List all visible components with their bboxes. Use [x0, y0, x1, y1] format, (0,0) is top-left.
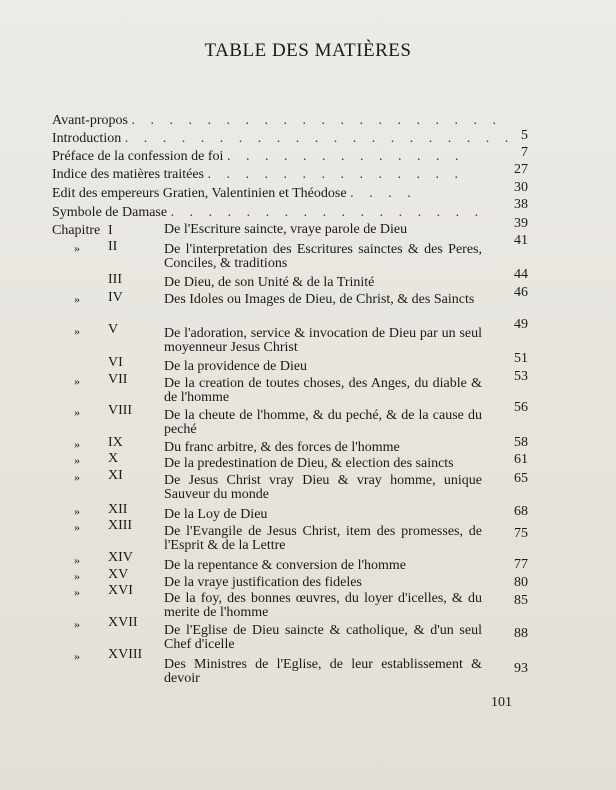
- ditto-mark: »: [74, 437, 80, 451]
- page-number: 93: [514, 661, 528, 676]
- page-number: 68: [514, 504, 528, 519]
- chapter-title: De la predestination de Dieu, & election des saincts: [164, 456, 454, 471]
- page-number: 65: [514, 471, 528, 486]
- chapter-title: De la cheute de l'homme, & du peché, & de la cause du peché: [164, 408, 482, 437]
- chapter-number: X: [108, 451, 119, 466]
- page-number: 49: [514, 317, 528, 332]
- page-number: 56: [514, 400, 528, 415]
- ditto-mark: »: [74, 553, 80, 567]
- page-number: 75: [514, 526, 528, 541]
- page-number: 85: [514, 593, 528, 608]
- ditto-mark: »: [74, 585, 80, 599]
- ditto-mark: »: [74, 569, 80, 583]
- chapter-number: XI: [108, 468, 123, 483]
- ditto-mark: »: [74, 520, 80, 534]
- chapter-title: De l'adoration, service & invocation de Dieu par un seul moyenneur Jesus Christ: [164, 326, 482, 355]
- page-number: 53: [514, 369, 528, 384]
- chapter-number: XVI: [108, 583, 133, 598]
- page-number: 51: [514, 351, 528, 366]
- ditto-mark: »: [74, 241, 80, 255]
- dot-leader: . . . .: [350, 186, 417, 201]
- chapter-title: De Dieu, de son Unité & de la Trinité: [164, 275, 375, 290]
- entry-label: Symbole de Damase: [52, 205, 168, 220]
- chapter-title: Des Ministres de l'Eglise, de leur establissement & devoir: [164, 657, 482, 686]
- page-number: 101: [491, 695, 512, 710]
- dot-leader: . . . . . . . . . . . . . . . . . . . . .: [124, 131, 515, 146]
- page-number: 44: [514, 267, 528, 282]
- dot-leader: . . . . . . . . . . . . . . . . . . . .: [131, 113, 502, 128]
- ditto-mark: »: [74, 470, 80, 484]
- entry-label: Indice des matières traitées: [52, 167, 204, 182]
- page-number: 5: [521, 128, 528, 143]
- dot-leader: . . . . . . . . . . . . . . . . .: [170, 205, 485, 220]
- front-entry: [52, 149, 464, 164]
- chapter-title: Des Idoles ou Images de Dieu, de Christ, & des Saincts: [164, 292, 475, 307]
- ditto-mark: »: [74, 374, 80, 388]
- front-entry: [52, 113, 502, 128]
- chapter-number: XIII: [108, 518, 133, 533]
- chapter-number: VII: [108, 372, 128, 387]
- chapter-number: VIII: [108, 403, 133, 418]
- dot-leader: . . . . . . . . . . . . . .: [207, 167, 464, 182]
- chapter-number: VI: [108, 355, 123, 370]
- front-entry: [52, 167, 464, 182]
- chapter-title: De l'Eglise de Dieu saincte & catholique, & d'un seul Chef d'icelle: [164, 623, 482, 652]
- chapter-number: XII: [108, 502, 128, 517]
- page-title: TABLE DES MATIÈRES: [204, 40, 412, 61]
- ditto-mark: »: [74, 649, 80, 663]
- chapter-number: III: [108, 272, 122, 287]
- chapter-number: I: [108, 223, 113, 238]
- page-number: 7: [521, 145, 528, 160]
- chapter-title: De la Loy de Dieu: [164, 507, 268, 522]
- chapter-title: De la repentance & conversion de l'homme: [164, 558, 406, 573]
- ditto-mark: »: [74, 405, 80, 419]
- chapter-number: IX: [108, 435, 123, 450]
- page-number: 38: [514, 197, 528, 212]
- page-number: 46: [514, 285, 528, 300]
- page-number: 77: [514, 557, 528, 572]
- chapter-number: XVII: [108, 615, 138, 630]
- chapter-number: XIV: [108, 550, 133, 565]
- entry-label: Introduction: [52, 131, 122, 146]
- chapter-title: De l'Escriture saincte, vraye parole de Dieu: [164, 222, 408, 237]
- chapter-number: XVIII: [108, 647, 143, 662]
- ditto-mark: »: [74, 324, 80, 338]
- chapter-title: De la foy, des bonnes œuvres, du loyer d'icelles, & du merite de l'homme: [164, 591, 482, 620]
- ditto-mark: »: [74, 504, 80, 518]
- chapter-number: XV: [108, 567, 129, 582]
- chapter-title: De la vraye justification des fideles: [164, 575, 362, 590]
- chapter-title: De la creation de toutes choses, des Anges, du diable & de l'homme: [164, 376, 482, 405]
- chapter-title: De la providence de Dieu: [164, 359, 308, 374]
- front-entry: [52, 131, 514, 146]
- ditto-mark: »: [74, 292, 80, 306]
- page-number: 80: [514, 575, 528, 590]
- chapter-title: De Jesus Christ vray Dieu & vray homme, unique Sauveur du monde: [164, 473, 482, 502]
- entry-label: Avant-propos: [52, 113, 128, 128]
- chapter-label: Chapitre: [52, 223, 101, 238]
- entry-label: Edit des empereurs Gratien, Valentinien et Théodose: [52, 186, 347, 201]
- entry-label: Préface de la confession de foi: [52, 149, 224, 164]
- page-number: 41: [514, 233, 528, 248]
- ditto-mark: »: [74, 453, 80, 467]
- chapter-number: IV: [108, 290, 123, 305]
- page-number: 27: [514, 162, 528, 177]
- front-entry: [52, 186, 417, 201]
- chapter-title: De l'interpretation des Escritures sainctes & des Peres, Conciles, & traditions: [164, 242, 482, 271]
- ditto-mark: »: [74, 617, 80, 631]
- dot-leader: . . . . . . . . . . . . .: [226, 149, 465, 164]
- chapter-number: V: [108, 322, 119, 337]
- page-number: 39: [514, 216, 528, 231]
- chapter-title: Du franc arbitre, & des forces de l'homme: [164, 440, 400, 455]
- chapter-number: II: [108, 239, 118, 254]
- page-number: 88: [514, 626, 528, 641]
- chapter-title: De l'Evangile de Jesus Christ, item des promesses, de l'Esprit & de la Lettre: [164, 524, 482, 553]
- front-entry: [52, 205, 484, 220]
- page-number: 58: [514, 435, 528, 450]
- page-number: 30: [514, 180, 528, 195]
- page-number: 61: [514, 452, 528, 467]
